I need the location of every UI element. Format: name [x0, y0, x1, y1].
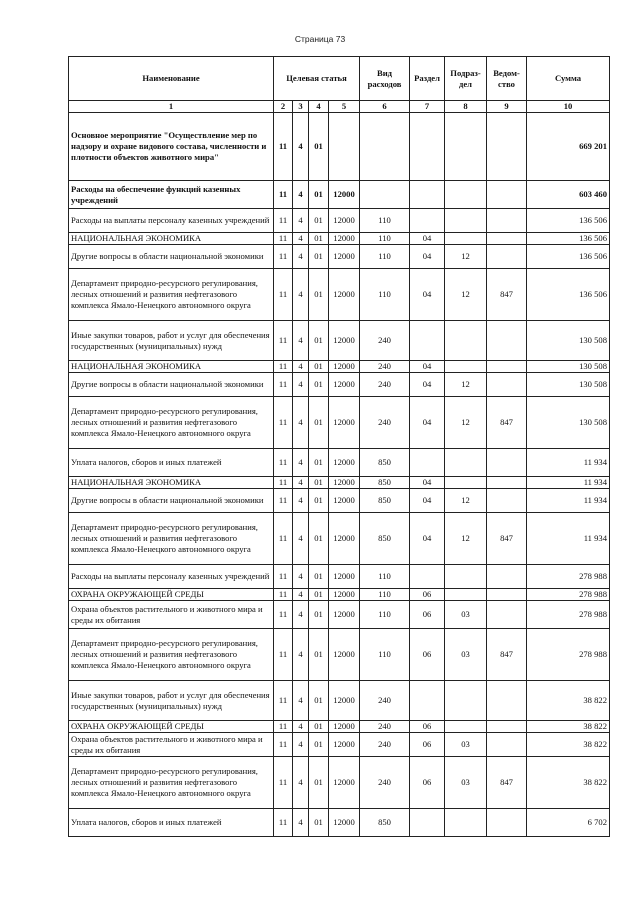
target-code-program: 11 [274, 721, 293, 733]
target-code-subprogram: 4 [293, 757, 309, 809]
target-code-event: 01 [309, 245, 329, 269]
expense-kind-cell: 240 [360, 373, 410, 397]
sum-cell: 11 934 [527, 513, 610, 565]
section-cell [410, 809, 445, 837]
table-row [69, 601, 610, 629]
column-number: 8 [445, 101, 487, 113]
sum-cell: 11 934 [527, 489, 610, 513]
sum-cell: 278 988 [527, 629, 610, 681]
section-cell: 04 [410, 245, 445, 269]
target-code-direction: 12000 [329, 321, 360, 361]
subsection-cell [445, 113, 487, 181]
target-code-subprogram: 4 [293, 721, 309, 733]
department-cell [487, 113, 527, 181]
target-code-direction: 12000 [329, 757, 360, 809]
subsection-cell [445, 721, 487, 733]
section-cell [410, 449, 445, 477]
target-code-program: 11 [274, 757, 293, 809]
target-code-direction: 12000 [329, 565, 360, 589]
target-code-subprogram: 4 [293, 565, 309, 589]
column-number: 1 [69, 101, 274, 113]
table-row [69, 589, 610, 601]
department-cell [487, 321, 527, 361]
column-number: 5 [329, 101, 360, 113]
target-code-event: 01 [309, 373, 329, 397]
subsection-cell [445, 681, 487, 721]
department-cell [487, 449, 527, 477]
target-code-program: 11 [274, 209, 293, 233]
page-number: Страница 73 [294, 34, 346, 44]
target-code-direction: 12000 [329, 733, 360, 757]
table-row [69, 397, 610, 449]
expense-kind-cell: 110 [360, 269, 410, 321]
row-name: Охрана объектов растительного и животного мира и среды их обитания [69, 601, 274, 629]
row-name: Охрана объектов растительного и животного мира и среды их обитания [69, 733, 274, 757]
target-code-subprogram: 4 [293, 589, 309, 601]
expense-kind-cell: 240 [360, 757, 410, 809]
target-code-program: 11 [274, 181, 293, 209]
section-cell [410, 209, 445, 233]
department-cell [487, 589, 527, 601]
target-code-event: 01 [309, 809, 329, 837]
target-code-subprogram: 4 [293, 245, 309, 269]
target-code-program: 11 [274, 809, 293, 837]
target-code-event: 01 [309, 181, 329, 209]
section-cell [410, 681, 445, 721]
target-code-program: 11 [274, 629, 293, 681]
section-cell: 06 [410, 757, 445, 809]
sum-cell: 11 934 [527, 449, 610, 477]
target-code-direction: 12000 [329, 513, 360, 565]
target-code-event: 01 [309, 361, 329, 373]
subsection-cell: 12 [445, 513, 487, 565]
table-row [69, 809, 610, 837]
section-cell: 06 [410, 629, 445, 681]
section-cell: 04 [410, 269, 445, 321]
target-code-event: 01 [309, 269, 329, 321]
target-code-direction: 12000 [329, 269, 360, 321]
section-cell: 04 [410, 513, 445, 565]
target-code-direction: 12000 [329, 209, 360, 233]
table-row [69, 361, 610, 373]
section-cell: 04 [410, 373, 445, 397]
target-code-direction: 12000 [329, 373, 360, 397]
row-name: Департамент природно-ресурсного регулирования, лесных отношений и развития нефтегазового комплекса Ямало-Ненецкого автономного округа [69, 629, 274, 681]
sum-cell: 136 506 [527, 245, 610, 269]
row-name: ОХРАНА ОКРУЖАЮЩЕЙ СРЕДЫ [69, 721, 274, 733]
expense-kind-cell: 850 [360, 809, 410, 837]
department-cell: 847 [487, 629, 527, 681]
target-code-direction: 12000 [329, 233, 360, 245]
subsection-cell: 12 [445, 269, 487, 321]
target-code-program: 11 [274, 397, 293, 449]
subsection-cell [445, 181, 487, 209]
row-name: Департамент природно-ресурсного регулирования, лесных отношений и развития нефтегазового комплекса Ямало-Ненецкого автономного округа [69, 397, 274, 449]
table-row [69, 629, 610, 681]
column-number: 6 [360, 101, 410, 113]
department-cell [487, 733, 527, 757]
section-cell: 04 [410, 477, 445, 489]
table-row [69, 565, 610, 589]
section-cell: 04 [410, 397, 445, 449]
target-code-event: 01 [309, 397, 329, 449]
target-code-event: 01 [309, 113, 329, 181]
sum-cell: 130 508 [527, 397, 610, 449]
column-number: 4 [309, 101, 329, 113]
table-row [69, 233, 610, 245]
row-name: Другие вопросы в области национальной экономики [69, 489, 274, 513]
subsection-cell [445, 809, 487, 837]
expense-kind-cell: 850 [360, 449, 410, 477]
row-name: Уплата налогов, сборов и иных платежей [69, 809, 274, 837]
target-code-direction: 12000 [329, 809, 360, 837]
sum-cell: 603 460 [527, 181, 610, 209]
expense-kind-cell: 240 [360, 721, 410, 733]
target-code-direction: 12000 [329, 245, 360, 269]
column-numbers-row [69, 101, 610, 113]
target-code-program: 11 [274, 245, 293, 269]
target-code-subprogram: 4 [293, 361, 309, 373]
subsection-cell [445, 477, 487, 489]
target-code-event: 01 [309, 513, 329, 565]
expense-kind-cell: 240 [360, 733, 410, 757]
target-code-subprogram: 4 [293, 449, 309, 477]
target-code-program: 11 [274, 513, 293, 565]
department-cell [487, 681, 527, 721]
target-code-event: 01 [309, 449, 329, 477]
table-row [69, 181, 610, 209]
expense-kind-cell [360, 113, 410, 181]
target-code-subprogram: 4 [293, 733, 309, 757]
target-code-event: 01 [309, 589, 329, 601]
table-row [69, 721, 610, 733]
table-row [69, 477, 610, 489]
target-code-direction: 12000 [329, 449, 360, 477]
sum-cell: 278 988 [527, 565, 610, 589]
target-code-event: 01 [309, 757, 329, 809]
sum-cell: 136 506 [527, 209, 610, 233]
target-code-direction: 12000 [329, 601, 360, 629]
column-number: 2 [274, 101, 293, 113]
subsection-cell: 03 [445, 733, 487, 757]
target-code-event: 01 [309, 733, 329, 757]
department-cell [487, 245, 527, 269]
subsection-cell: 03 [445, 757, 487, 809]
target-code-program: 11 [274, 477, 293, 489]
budget-table [68, 56, 610, 837]
department-cell [487, 601, 527, 629]
subsection-cell: 12 [445, 373, 487, 397]
target-code-program: 11 [274, 269, 293, 321]
target-code-subprogram: 4 [293, 269, 309, 321]
sum-cell: 38 822 [527, 681, 610, 721]
target-code-subprogram: 4 [293, 477, 309, 489]
section-cell [410, 113, 445, 181]
department-cell [487, 181, 527, 209]
department-cell [487, 809, 527, 837]
target-code-program: 11 [274, 489, 293, 513]
subsection-cell [445, 209, 487, 233]
row-name: Департамент природно-ресурсного регулирования, лесных отношений и развития нефтегазового комплекса Ямало-Ненецкого автономного округа [69, 757, 274, 809]
table-row [69, 681, 610, 721]
expense-kind-cell: 110 [360, 601, 410, 629]
target-code-event: 01 [309, 629, 329, 681]
target-code-direction: 12000 [329, 361, 360, 373]
section-cell: 04 [410, 233, 445, 245]
target-code-event: 01 [309, 489, 329, 513]
section-cell: 06 [410, 589, 445, 601]
header-expense-kind: Вид расходов [360, 57, 410, 101]
expense-kind-cell [360, 181, 410, 209]
sum-cell: 6 702 [527, 809, 610, 837]
department-cell: 847 [487, 269, 527, 321]
table-row [69, 489, 610, 513]
target-code-subprogram: 4 [293, 489, 309, 513]
section-cell: 06 [410, 733, 445, 757]
table-body [69, 113, 610, 837]
department-cell [487, 209, 527, 233]
row-name: НАЦИОНАЛЬНАЯ ЭКОНОМИКА [69, 233, 274, 245]
target-code-event: 01 [309, 681, 329, 721]
sum-cell: 11 934 [527, 477, 610, 489]
sum-cell: 38 822 [527, 757, 610, 809]
target-code-subprogram: 4 [293, 513, 309, 565]
column-number: 7 [410, 101, 445, 113]
target-code-direction [329, 113, 360, 181]
header-section: Раздел [410, 57, 445, 101]
section-cell: 06 [410, 601, 445, 629]
target-code-event: 01 [309, 321, 329, 361]
subsection-cell [445, 321, 487, 361]
sum-cell: 278 988 [527, 589, 610, 601]
target-code-program: 11 [274, 373, 293, 397]
table-row [69, 209, 610, 233]
expense-kind-cell: 110 [360, 629, 410, 681]
target-code-subprogram: 4 [293, 181, 309, 209]
target-code-subprogram: 4 [293, 209, 309, 233]
section-cell: 04 [410, 361, 445, 373]
row-name: НАЦИОНАЛЬНАЯ ЭКОНОМИКА [69, 477, 274, 489]
section-cell [410, 321, 445, 361]
table-row [69, 757, 610, 809]
column-number: 9 [487, 101, 527, 113]
department-cell [487, 721, 527, 733]
expense-kind-cell: 110 [360, 245, 410, 269]
department-cell: 847 [487, 513, 527, 565]
row-name: ОХРАНА ОКРУЖАЮЩЕЙ СРЕДЫ [69, 589, 274, 601]
expense-kind-cell: 850 [360, 477, 410, 489]
target-code-subprogram: 4 [293, 321, 309, 361]
row-name: Другие вопросы в области национальной экономики [69, 373, 274, 397]
table-row [69, 373, 610, 397]
row-name: Уплата налогов, сборов и иных платежей [69, 449, 274, 477]
expense-kind-cell: 240 [360, 361, 410, 373]
header-target-article: Целевая статья [274, 57, 360, 101]
department-cell: 847 [487, 397, 527, 449]
target-code-program: 11 [274, 233, 293, 245]
target-code-subprogram: 4 [293, 629, 309, 681]
expense-kind-cell: 240 [360, 681, 410, 721]
target-code-program: 11 [274, 601, 293, 629]
sum-cell: 669 201 [527, 113, 610, 181]
row-name: Департамент природно-ресурсного регулирования, лесных отношений и развития нефтегазового комплекса Ямало-Ненецкого автономного округа [69, 269, 274, 321]
target-code-event: 01 [309, 721, 329, 733]
target-code-direction: 12000 [329, 477, 360, 489]
target-code-event: 01 [309, 565, 329, 589]
sum-cell: 130 508 [527, 321, 610, 361]
expense-kind-cell: 850 [360, 489, 410, 513]
target-code-subprogram: 4 [293, 397, 309, 449]
subsection-cell [445, 361, 487, 373]
table-row [69, 449, 610, 477]
header-sum: Сумма [527, 57, 610, 101]
subsection-cell [445, 565, 487, 589]
expense-kind-cell: 110 [360, 589, 410, 601]
target-code-program: 11 [274, 361, 293, 373]
sum-cell: 278 988 [527, 601, 610, 629]
row-name: Расходы на выплаты персоналу казенных учреждений [69, 209, 274, 233]
subsection-cell: 03 [445, 601, 487, 629]
table-row [69, 321, 610, 361]
subsection-cell [445, 449, 487, 477]
target-code-direction: 12000 [329, 681, 360, 721]
table-row [69, 245, 610, 269]
target-code-direction: 12000 [329, 721, 360, 733]
row-name: Расходы на выплаты персоналу казенных учреждений [69, 565, 274, 589]
expense-kind-cell: 240 [360, 397, 410, 449]
sum-cell: 130 508 [527, 361, 610, 373]
header-name: Наименование [69, 57, 274, 101]
subsection-cell [445, 233, 487, 245]
department-cell [487, 373, 527, 397]
sum-cell: 130 508 [527, 373, 610, 397]
expense-kind-cell: 110 [360, 233, 410, 245]
expense-kind-cell: 240 [360, 321, 410, 361]
header-department: Ведом-ство [487, 57, 527, 101]
sum-cell: 136 506 [527, 233, 610, 245]
header-subsection: Подраз-дел [445, 57, 487, 101]
department-cell [487, 565, 527, 589]
row-name: Основное мероприятие "Осуществление мер по надзору и охране видового состава, численности и плотности объектов животного мира" [69, 113, 274, 181]
target-code-event: 01 [309, 209, 329, 233]
target-code-subprogram: 4 [293, 601, 309, 629]
expense-kind-cell: 110 [360, 209, 410, 233]
row-name: Расходы на обеспечение функций казенных учреждений [69, 181, 274, 209]
subsection-cell: 03 [445, 629, 487, 681]
expense-kind-cell: 110 [360, 565, 410, 589]
target-code-program: 11 [274, 449, 293, 477]
row-name: Иные закупки товаров, работ и услуг для обеспечения государственных (муниципальных) нужд [69, 321, 274, 361]
sum-cell: 136 506 [527, 269, 610, 321]
department-cell [487, 361, 527, 373]
subsection-cell: 12 [445, 397, 487, 449]
department-cell [487, 233, 527, 245]
target-code-event: 01 [309, 233, 329, 245]
subsection-cell [445, 589, 487, 601]
target-code-program: 11 [274, 565, 293, 589]
target-code-program: 11 [274, 113, 293, 181]
row-name: НАЦИОНАЛЬНАЯ ЭКОНОМИКА [69, 361, 274, 373]
table-row [69, 269, 610, 321]
target-code-subprogram: 4 [293, 373, 309, 397]
table-row [69, 513, 610, 565]
row-name: Иные закупки товаров, работ и услуг для обеспечения государственных (муниципальных) нужд [69, 681, 274, 721]
table-row [69, 733, 610, 757]
target-code-event: 01 [309, 601, 329, 629]
section-cell [410, 565, 445, 589]
sum-cell: 38 822 [527, 721, 610, 733]
department-cell [487, 477, 527, 489]
column-number: 3 [293, 101, 309, 113]
department-cell: 847 [487, 757, 527, 809]
target-code-subprogram: 4 [293, 113, 309, 181]
expense-kind-cell: 850 [360, 513, 410, 565]
subsection-cell: 12 [445, 489, 487, 513]
target-code-direction: 12000 [329, 181, 360, 209]
target-code-direction: 12000 [329, 489, 360, 513]
section-cell [410, 181, 445, 209]
target-code-program: 11 [274, 589, 293, 601]
target-code-subprogram: 4 [293, 681, 309, 721]
target-code-program: 11 [274, 733, 293, 757]
target-code-direction: 12000 [329, 397, 360, 449]
table-row [69, 113, 610, 181]
row-name: Департамент природно-ресурсного регулирования, лесных отношений и развития нефтегазового комплекса Ямало-Ненецкого автономного округа [69, 513, 274, 565]
section-cell: 06 [410, 721, 445, 733]
section-cell: 04 [410, 489, 445, 513]
target-code-program: 11 [274, 321, 293, 361]
target-code-event: 01 [309, 477, 329, 489]
column-number: 10 [527, 101, 610, 113]
target-code-direction: 12000 [329, 589, 360, 601]
target-code-subprogram: 4 [293, 233, 309, 245]
target-code-program: 11 [274, 681, 293, 721]
row-name: Другие вопросы в области национальной экономики [69, 245, 274, 269]
target-code-direction: 12000 [329, 629, 360, 681]
subsection-cell: 12 [445, 245, 487, 269]
department-cell [487, 489, 527, 513]
target-code-subprogram: 4 [293, 809, 309, 837]
sum-cell: 38 822 [527, 733, 610, 757]
